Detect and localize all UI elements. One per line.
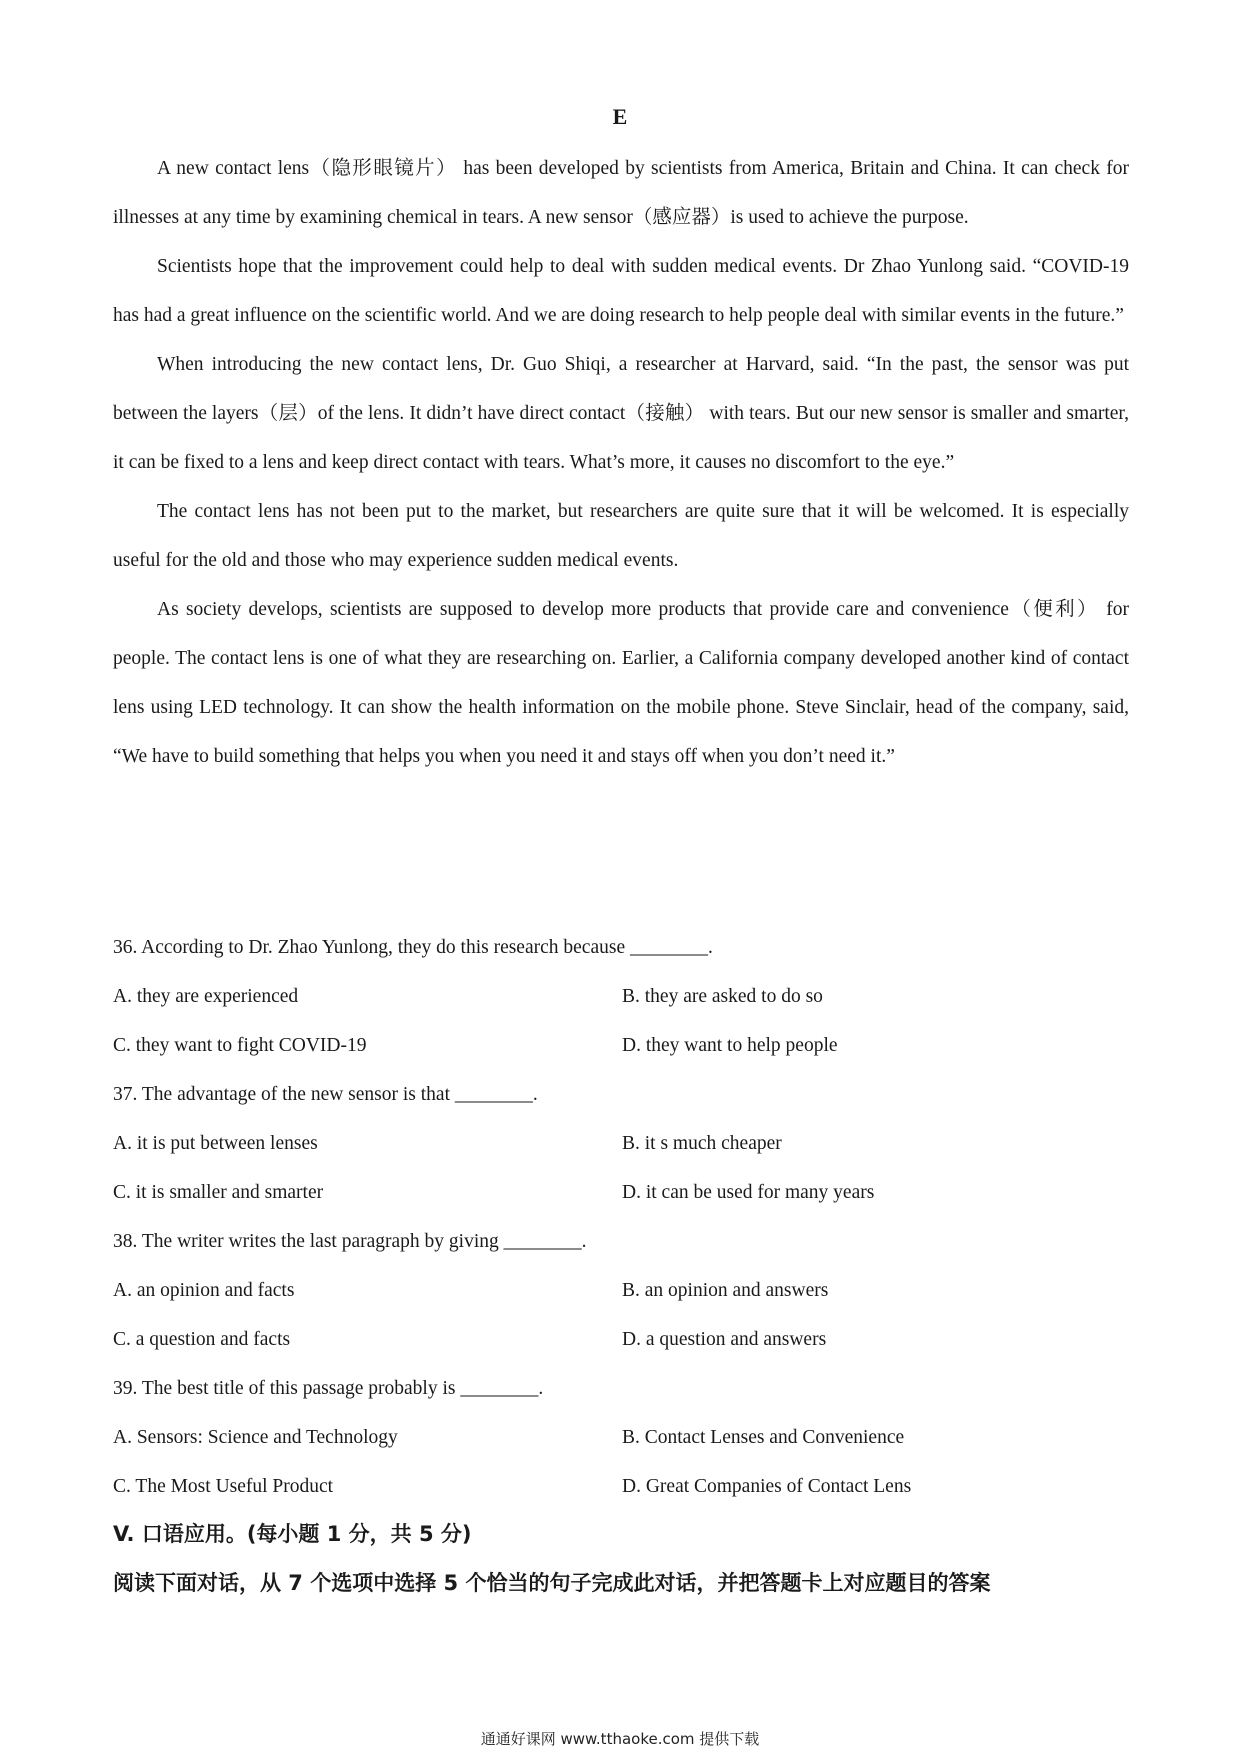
option-a: A. they are experienced xyxy=(113,986,299,1007)
page-footer: 通通好课网 www.tthaoke.com 提供下载 xyxy=(480,1730,760,1748)
passage-paragraph: As society develops, scientists are supposed to develop more products that provide care and convenience（便利） for people. The contact lens is one of what they are researching on. Earlier, a California company developed another kind of contact lens using LED technology. It can show the health information on the mobile phone. Steve Sinclair, head of the company, said, “We have to build something that helps you when you need it and stays off when you don’t need it.” xyxy=(113,599,1129,767)
option-row xyxy=(113,1266,1129,1315)
option-d: D. a question and answers xyxy=(622,1329,827,1350)
option-row xyxy=(113,1168,1129,1217)
question-38 xyxy=(113,1217,1129,1364)
passage-paragraph: When introducing the new contact lens, Dr. Guo Shiqi, a researcher at Harvard, said. “In the past, the sensor was put between the layers（层）of the lens. It didn’t have direct contact（接触） with tears. But our new sensor is smaller and smarter, it can be fixed to a lens and keep direct contact with tears. What’s more, it causes no discomfort to the eye.” xyxy=(113,354,1129,473)
question-39 xyxy=(113,1364,1129,1511)
option-row xyxy=(113,1462,1129,1511)
option-row xyxy=(113,1119,1129,1168)
passage-paragraph: A new contact lens（隐形眼镜片） has been developed by scientists from America, Britain and China. It can check for illnesses at any time by examining chemical in tears. A new sensor（感应器）is used to achieve the purpose. xyxy=(113,158,1129,228)
question-37 xyxy=(113,1070,1129,1217)
question-36 xyxy=(113,923,1129,1070)
question-stem: 39. The best title of this passage probably is ________. xyxy=(113,1378,544,1399)
option-d: D. Great Companies of Contact Lens xyxy=(622,1476,912,1497)
option-b: B. they are asked to do so xyxy=(622,986,823,1007)
question-stem: 36. According to Dr. Zhao Yunlong, they do this research because ________. xyxy=(113,937,713,958)
passage-paragraph: The contact lens has not been put to the market, but researchers are quite sure that it will be welcomed. It is especially useful for the old and those who may experience sudden medical events. xyxy=(113,501,1129,571)
option-b: B. it s much cheaper xyxy=(622,1133,782,1154)
question-stem: 37. The advantage of the new sensor is that ________. xyxy=(113,1084,538,1105)
option-c: C. a question and facts xyxy=(113,1329,291,1350)
reading-passage xyxy=(113,144,1129,781)
option-c: C. The Most Useful Product xyxy=(113,1476,334,1497)
option-row xyxy=(113,1413,1129,1462)
option-a: A. it is put between lenses xyxy=(113,1133,318,1154)
passage-paragraph: Scientists hope that the improvement could help to deal with sudden medical events. Dr Zhao Yunlong said. “COVID-19 has had a great influence on the scientific world. And we are doing research to help people deal with similar events in the future.” xyxy=(113,256,1129,326)
option-row xyxy=(113,972,1129,1021)
option-a: A. an opinion and facts xyxy=(113,1280,295,1301)
section-v xyxy=(113,1510,1129,1608)
option-d: D. they want to help people xyxy=(622,1035,838,1056)
question-stem: 38. The writer writes the last paragraph by giving ________. xyxy=(113,1231,587,1252)
section-v-heading: V. 口语应用。(每小题 1 分，共 5 分) xyxy=(113,1522,472,1546)
question-list xyxy=(113,923,1129,1511)
section-v-instruction: 阅读下面对话，从 7 个选项中选择 5 个恰当的句子完成此对话，并把答题卡上对应题目的答案 xyxy=(113,1571,991,1595)
option-c: C. they want to fight COVID-19 xyxy=(113,1035,367,1056)
section-letter: E xyxy=(612,104,628,129)
option-d: D. it can be used for many years xyxy=(622,1182,875,1203)
option-c: C. it is smaller and smarter xyxy=(113,1182,324,1203)
option-row xyxy=(113,1021,1129,1070)
option-b: B. an opinion and answers xyxy=(622,1280,829,1301)
option-a: A. Sensors: Science and Technology xyxy=(113,1427,398,1448)
option-row xyxy=(113,1315,1129,1364)
option-b: B. Contact Lenses and Convenience xyxy=(622,1427,905,1448)
